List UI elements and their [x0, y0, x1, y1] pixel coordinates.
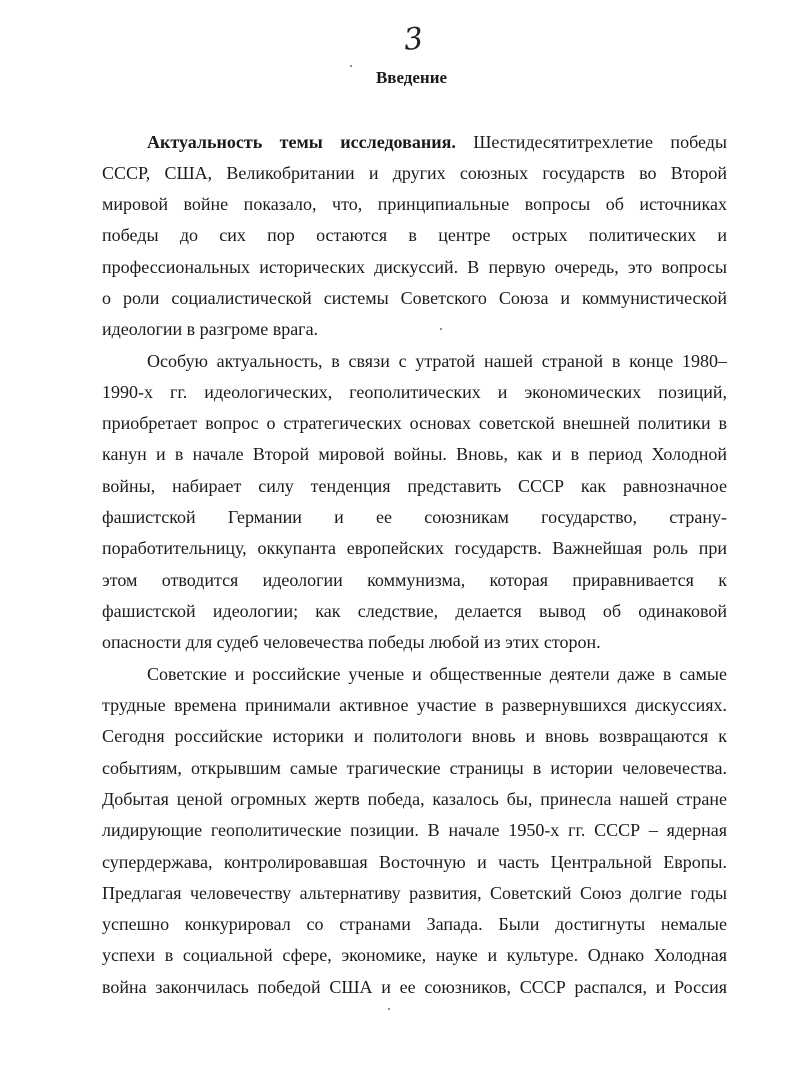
text-line: супердержава, контролировавшая Восточную и часть Центральной Европы. [102, 852, 727, 872]
text-line: войны, набирает силу тенденция представить СССР как равнозначное [102, 476, 727, 496]
section-heading: Введение [375, 68, 448, 87]
scan-speck [388, 1008, 390, 1010]
text-line: Добытая ценой огромных жертв победа, казалось бы, принесла нашей стране [102, 789, 727, 809]
text-line: Предлагая человечеству альтернативу развития, Советский Союз долгие годы [102, 883, 727, 903]
scan-speck [440, 328, 442, 330]
text-line: канун и в начале Второй мировой войны. Вновь, как и в период Холодной [102, 444, 727, 464]
text-line: фашистской идеологии; как следствие, делается вывод об одинаковой [102, 601, 727, 621]
text-line: СССР, США, Великобритании и других союзных государств во Второй [102, 163, 727, 183]
handwritten-page-number: 3 [402, 21, 425, 58]
text-line: трудные времена принимали активное участие в развернувшихся дискуссиях. [102, 695, 727, 715]
text-line: опасности для судеб человечества победы любой из этих сторон. [102, 632, 601, 652]
text-line: идеологии в разгроме врага. [102, 319, 319, 339]
text-line: успехи в социальной сфере, экономике, науке и культуре. Однако Холодная [102, 945, 727, 965]
text-line: война закончилась победой США и ее союзников, СССР распался, и Россия [102, 977, 727, 997]
scan-speck [350, 65, 352, 67]
text-line: фашистской Германии и ее союзникам государство, страну- [102, 507, 727, 527]
text-line: 1990-х гг. идеологических, геополитических и экономических позиций, [102, 382, 727, 402]
text-fragment: Шестидесятитрехлетие победы [455, 132, 727, 152]
text-line: этом отводится идеологии коммунизма, которая приравнивается к [102, 570, 727, 590]
text-line: мировой войне показало, что, принципиальные вопросы об источниках [102, 194, 727, 214]
text-line: лидирующие геополитические позиции. В начале 1950-х гг. СССР – ядерная [102, 820, 727, 840]
text-line: победы до сих пор остаются в центре острых политических и [102, 225, 727, 245]
text-line: Советские и российские ученые и общественные деятели даже в самые [147, 664, 727, 684]
text-line: о роли социалистической системы Советского Союза и коммунистической [102, 288, 727, 308]
text-line: Сегодня российские историки и политологи вновь и вновь возвращаются к [102, 726, 727, 746]
text-line: профессиональных исторических дискуссий. В первую очередь, это вопросы [102, 257, 727, 277]
text-line: Особую актуальность, в связи с утратой нашей страной в конце 1980– [147, 351, 727, 371]
text-line: приобретает вопрос о стратегических основах советской внешней политики в [102, 413, 727, 433]
text-line: событиям, открывшим самые трагические страницы в истории человечества. [102, 758, 727, 778]
paragraph-lead: Актуальность темы исследования. [147, 132, 456, 152]
text-line [147, 131, 727, 153]
text-line: успешно конкурировал со странами Запада. Были достигнуты немалые [102, 914, 727, 934]
text-line: поработительницу, оккупанта европейских государств. Важнейшая роль при [102, 538, 727, 558]
